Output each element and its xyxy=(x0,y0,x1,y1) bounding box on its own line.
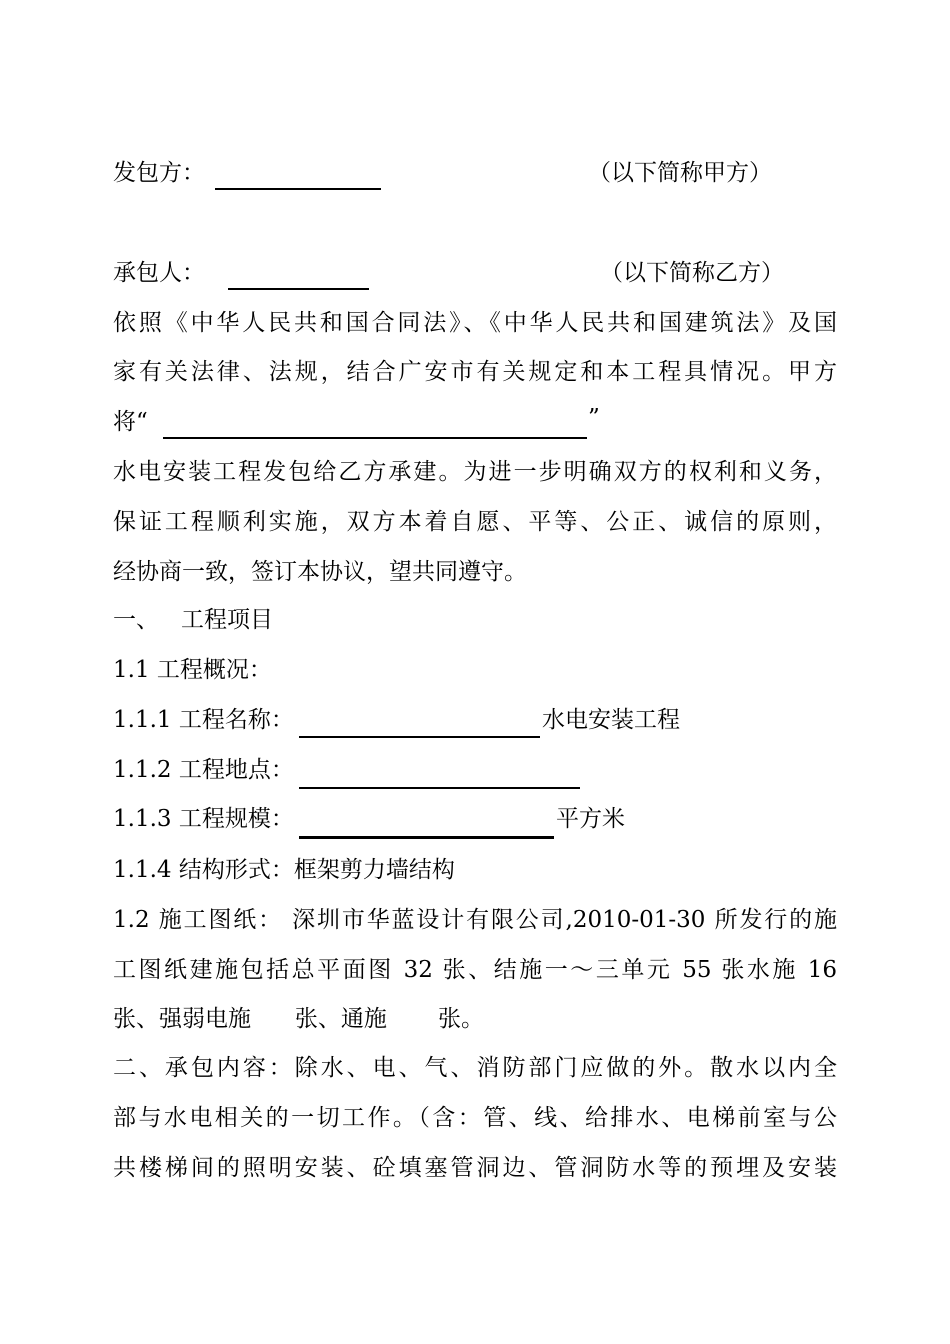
intro-line-4: 水电安装工程发包给乙方承建。为进一步明确双方的权利和义务， xyxy=(113,459,837,485)
employer-blank[interactable] xyxy=(215,188,381,190)
section1-heading: 工程项目 xyxy=(181,607,273,633)
section1-number: 一、 xyxy=(113,607,159,633)
intro-line-6: 经协商一致，签订本协议，望共同遵守。 xyxy=(113,559,527,585)
structure-type: 1.1.4 结构形式：框架剪力墙结构 xyxy=(113,857,455,883)
project-name-field-blank[interactable] xyxy=(299,736,540,738)
drawings-line-1: 1.2 施工图纸： 深圳市华蓝设计有限公司,2010-01-30 所发行的施 xyxy=(113,907,837,933)
project-name-suffix: 水电安装工程 xyxy=(542,707,680,733)
intro-line-3-suffix: ” xyxy=(588,405,600,431)
drawings-line-2: 工图纸建施包括总平面图 32 张、结施一～三单元 55 张水施 16 xyxy=(113,957,837,983)
project-scale-label: 1.1.3 工程规模： xyxy=(113,806,294,832)
scope-line-3: 共楼梯间的照明安装、砼填塞管洞边、管洞防水等的预埋及安装 xyxy=(113,1155,837,1181)
employer-label: 发包方： xyxy=(113,160,205,186)
contractor-label: 承包人： xyxy=(113,260,205,286)
project-scale-blank[interactable] xyxy=(299,836,554,839)
contractor-blank[interactable] xyxy=(228,288,369,290)
project-name-label: 1.1.1 工程名称： xyxy=(113,707,294,733)
intro-line-5: 保证工程顺利实施，双方本着自愿、平等、公正、诚信的原则， xyxy=(113,509,837,535)
project-location-label: 1.1.2 工程地点： xyxy=(113,757,294,783)
drawings-line-3: 张、强弱电施 张、通施 张。 xyxy=(113,1006,485,1032)
intro-line-1: 依照《中华人民共和国合同法》、《中华人民共和国建筑法》及国 xyxy=(113,310,837,336)
intro-line-2: 家有关法律、法规，结合广安市有关规定和本工程具情况。甲方 xyxy=(113,359,837,385)
contractor-note: （以下简称乙方） xyxy=(600,260,784,286)
overview-heading: 1.1 工程概况： xyxy=(113,657,272,683)
project-name-blank[interactable] xyxy=(163,437,587,439)
scope-line-2: 部与水电相关的一切工作。（含：管、线、给排水、电梯前室与公 xyxy=(113,1105,837,1131)
employer-note: （以下简称甲方） xyxy=(588,160,772,186)
scope-line-1: 二、承包内容：除水、电、气、消防部门应做的外。散水以内全 xyxy=(113,1055,837,1081)
intro-line-3-prefix: 将“ xyxy=(113,409,148,435)
project-location-blank[interactable] xyxy=(299,787,580,789)
project-scale-suffix: 平方米 xyxy=(556,806,625,832)
